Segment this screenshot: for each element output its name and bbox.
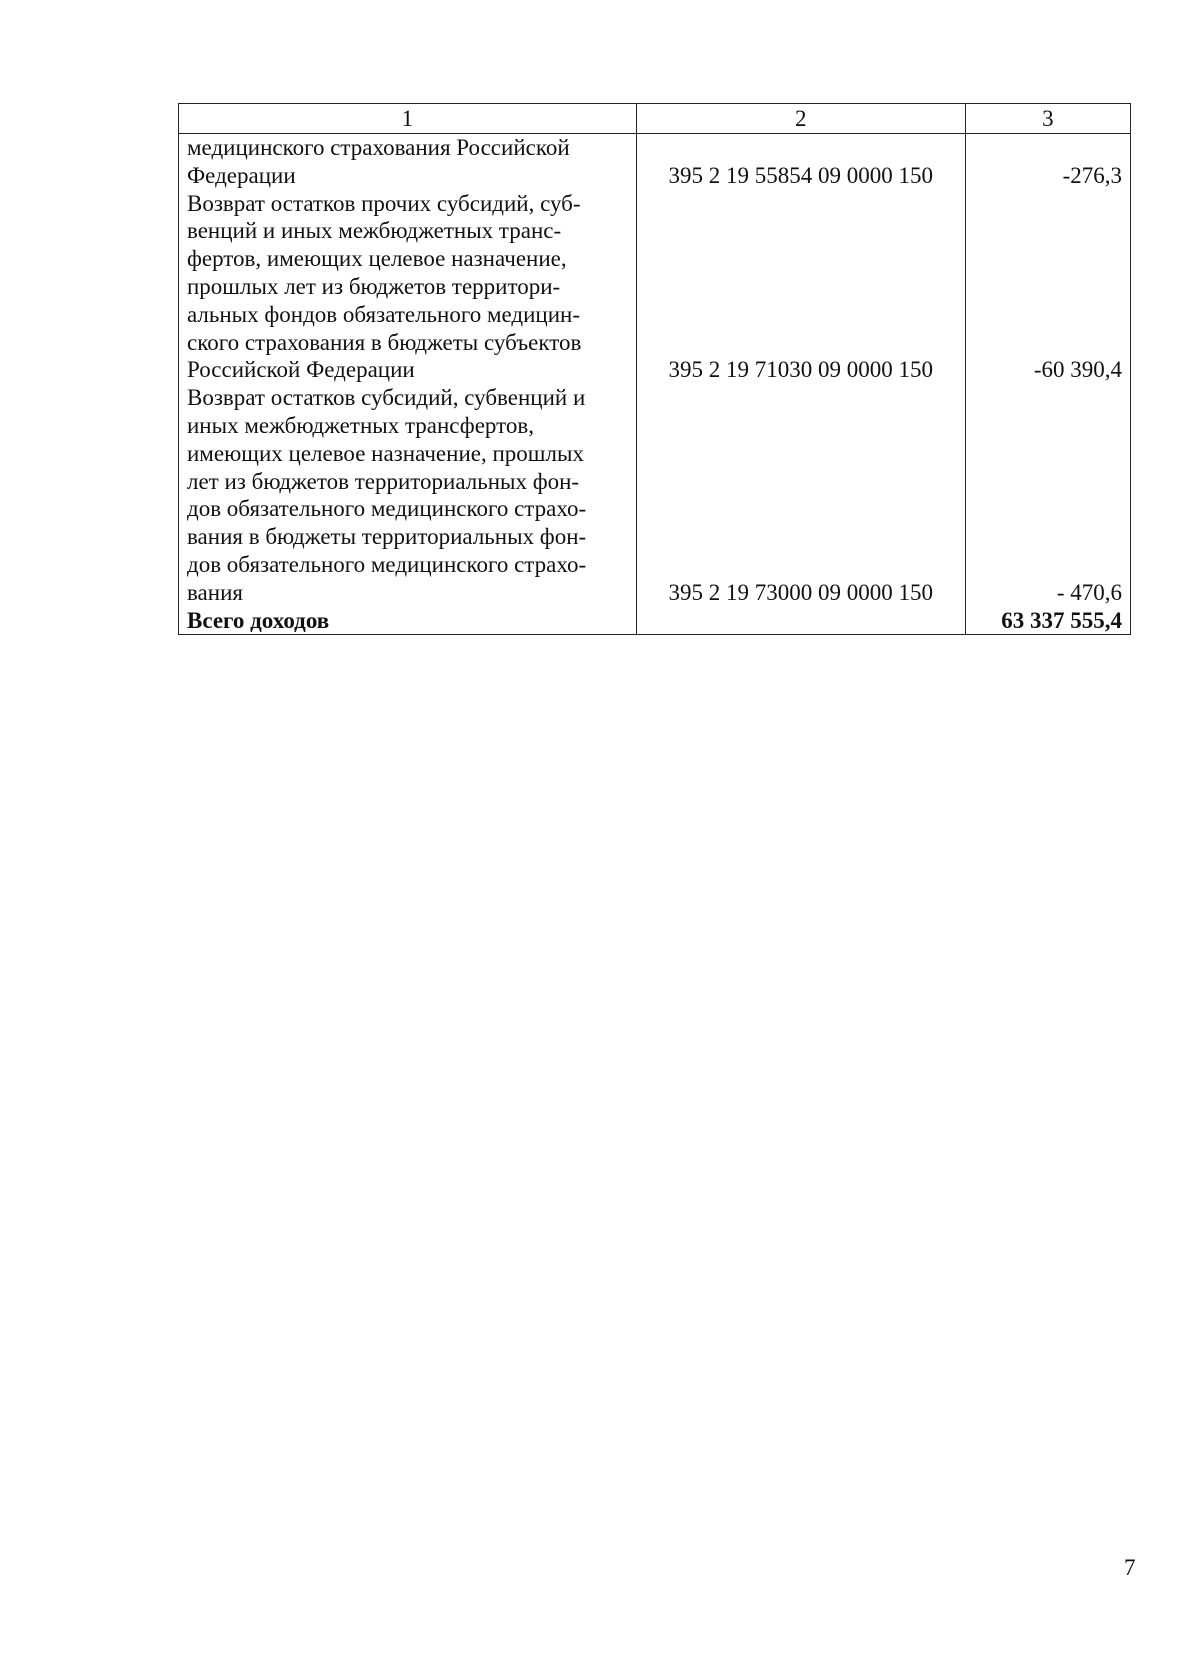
- description-line: венций и иных межбюджетных транс-: [187, 218, 562, 244]
- table-row: [179, 134, 1131, 190]
- row-description: [179, 134, 637, 190]
- total-row: [179, 607, 1131, 635]
- header-col-1: 1: [179, 104, 637, 134]
- total-label: Всего доходов: [179, 607, 637, 635]
- description-line: лет из бюджетов территориальных фон-: [187, 468, 580, 494]
- description-line: вания в бюджеты территориальных фон-: [187, 524, 587, 550]
- description-line: Федерации: [187, 162, 296, 188]
- description-line: вания: [187, 579, 243, 605]
- description-line: Возврат остатков субсидий, субвенций и: [187, 385, 586, 411]
- row-code: 395 2 19 55854 09 0000 150: [636, 134, 965, 190]
- description-line: фертов, имеющих целевое назначение,: [187, 246, 567, 272]
- description-line: медицинского страхования Российской: [187, 135, 570, 160]
- row-amount: -276,3: [965, 134, 1130, 190]
- description-line: прошлых лет из бюджетов территори-: [187, 273, 561, 299]
- description-line: альных фондов обязательного медицин-: [187, 301, 581, 327]
- description-line: Возврат остатков прочих субсидий, суб-: [187, 190, 581, 216]
- row-code: 395 2 19 73000 09 0000 150: [636, 384, 965, 606]
- page-number: 7: [1124, 1555, 1136, 1580]
- total-amount: 63 337 555,4: [965, 607, 1130, 635]
- header-col-3: 3: [965, 104, 1130, 134]
- total-code-empty: [636, 607, 965, 635]
- description-line: дов обязательного медицинского страхо-: [187, 551, 587, 577]
- table-row: [179, 384, 1131, 606]
- header-col-2: 2: [636, 104, 965, 134]
- table-row: [179, 190, 1131, 385]
- row-amount: -60 390,4: [965, 190, 1130, 385]
- row-amount: - 470,6: [965, 384, 1130, 606]
- description-line: Российской Федерации: [187, 357, 415, 383]
- description-line: ского страхования в бюджеты субъектов: [187, 329, 582, 355]
- description-line: дов обязательного медицинского страхо-: [187, 496, 587, 522]
- row-description: [179, 190, 637, 385]
- description-line: имеющих целевое назначение, прошлых: [187, 440, 584, 466]
- revenue-table: [178, 103, 1131, 635]
- table-header-row: [179, 104, 1131, 134]
- row-description: [179, 384, 637, 606]
- row-code: 395 2 19 71030 09 0000 150: [636, 190, 965, 385]
- description-line: иных межбюджетных трансфертов,: [187, 412, 534, 438]
